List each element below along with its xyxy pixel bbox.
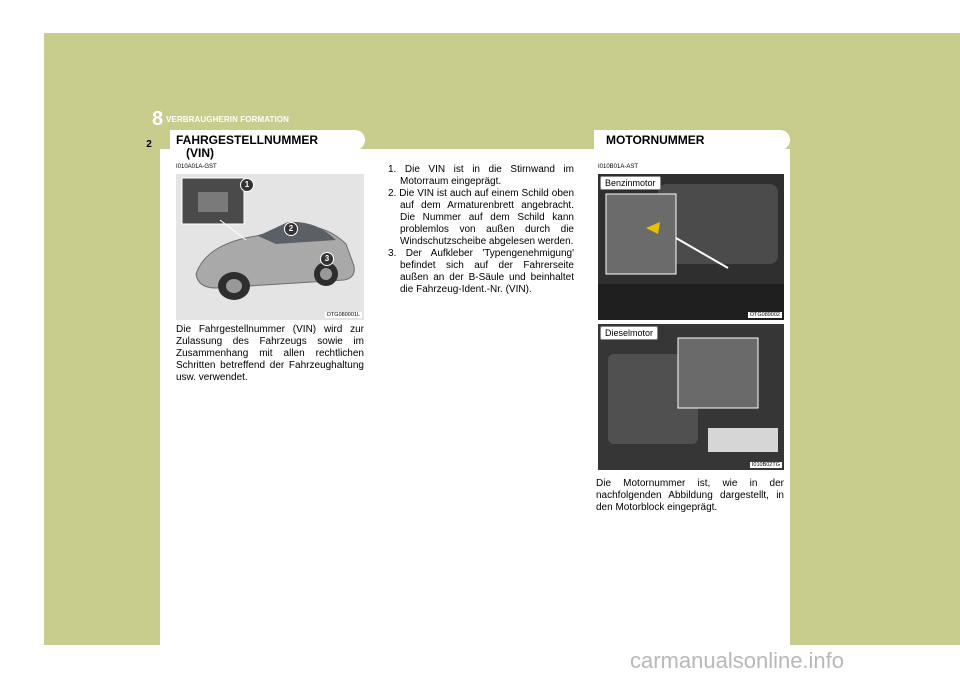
callout-3: 3 [320, 252, 334, 266]
vin-steps [388, 164, 574, 296]
engine-section-title: MOTORNUMMER [606, 133, 705, 147]
vin-section-code: I010A01A-GST [176, 164, 217, 170]
diesel-photo-code: I010B02TG [751, 462, 780, 468]
step-item: 2. Die VIN ist auch auf einem Schild oben auf dem Armaturenbrett angebracht. Die Nummer auf dem Schild kann problemlos von außen durch die Windschutzscheibe abgelesen werden. [388, 188, 574, 247]
step-item: 1. Die VIN ist in die Stirnwand im Motorraum eingeprägt. [388, 164, 574, 187]
diesel-engine-label: Dieselmotor [600, 326, 658, 340]
chapter-title: VERBRAUGHERIN FORMATION [166, 115, 290, 124]
vin-section-title: FAHRGESTELLNUMMER (VIN) [176, 133, 318, 160]
petrol-engine-image [598, 174, 784, 320]
engine-section-code: I010B01A-AST [598, 164, 639, 170]
chapter-number: 8 [152, 108, 164, 130]
callout-2: 2 [284, 222, 298, 236]
petrol-photo-code: OTG089002 [749, 312, 780, 318]
step-item: 3. Der Aufkleber 'Typengenehmigung' befindet sich auf der Fahrerseite außen an der B-Säule und beinhaltet die Fahrzeug-Ident.-Nr. (VIN). [388, 248, 574, 295]
diesel-engine-photo [598, 324, 784, 470]
vin-photo-code: OTG080001L [326, 312, 360, 318]
petrol-engine-photo [598, 174, 784, 320]
vin-paragraph: Die Fahrgestellnummer (VIN) wird zur Zulassung des Fahrzeugs sowie im Zusammenhang mit allen rechtlichen Schritten betreffend der Fahrzeughaltung usw. verwendet. [176, 324, 364, 383]
watermark: carmanualsonline.info [630, 648, 845, 673]
diesel-engine-image [598, 324, 784, 470]
car-image [176, 174, 364, 320]
callout-1: 1 [240, 178, 254, 192]
petrol-engine-label: Benzinmotor [600, 176, 661, 190]
page-number: 2 [146, 139, 152, 150]
engine-paragraph: Die Motornummer ist, wie in der nachfolgenden Abbildung dargestellt, in den Motorblock eingeprägt. [596, 478, 784, 513]
vin-car-illustration [176, 174, 364, 320]
